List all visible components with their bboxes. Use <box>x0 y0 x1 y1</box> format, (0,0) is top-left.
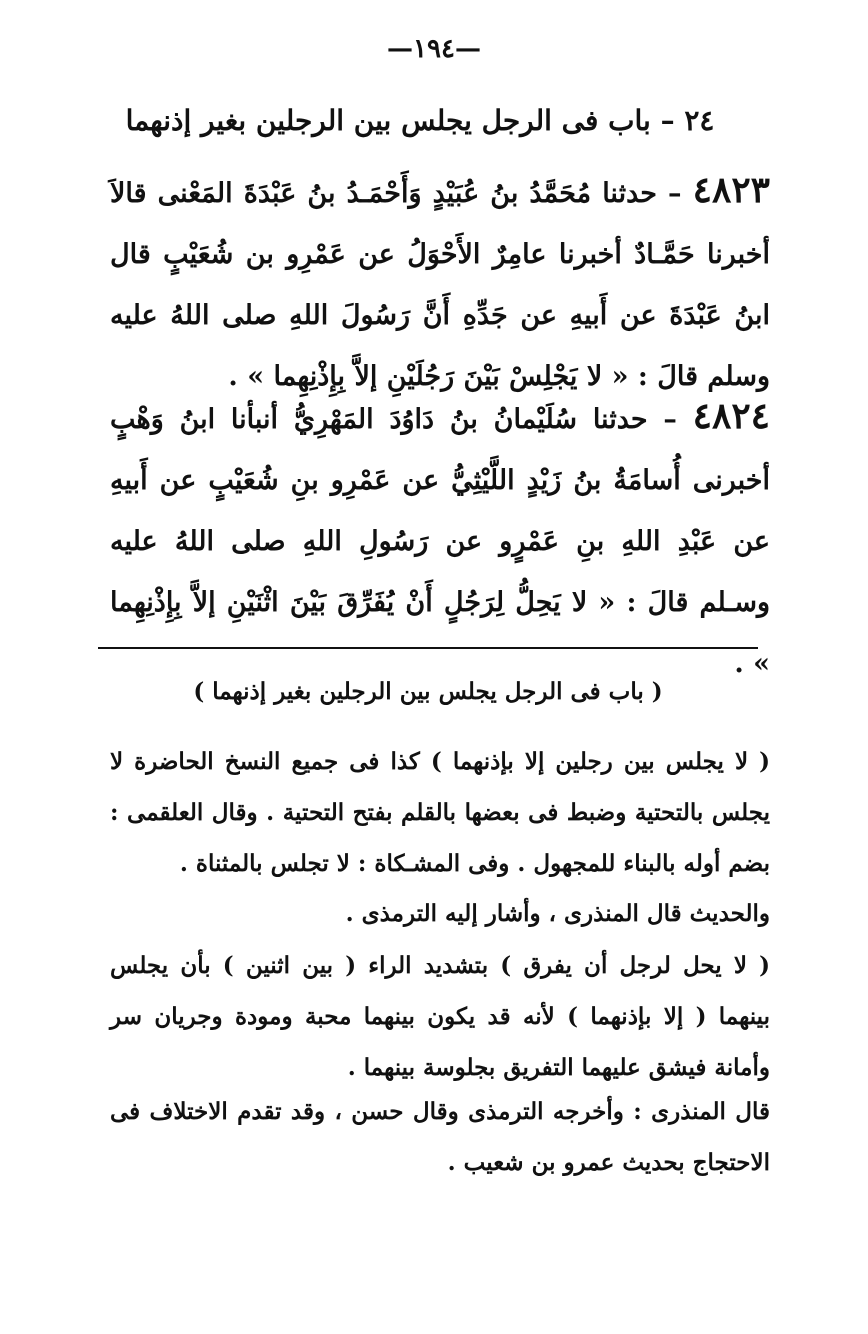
hadith-entry <box>110 160 770 407</box>
section-divider <box>98 647 758 649</box>
commentary-heading: ( باب فى الرجل يجلس بين الرجلين بغير إذنهما ) <box>193 678 663 705</box>
commentary-paragraph: قال المنذرى : وأخرجه الترمذى وقال حسن ، وقد تقدم الاختلاف فى الاحتجاج بحديث عمرو بن شعيب . <box>110 1098 770 1176</box>
hadith-text: – حدثنا مُحَمَّدُ بنُ عُبَيْدٍ وَأَحْمَـدُ بنُ عَبْدَةَ المَعْنى قالاَ أخبرنا حَمَّـادٌ أخبرنا عامِرٌ الأَحْوَلُ عن عَمْرِو بن شُعَيْبٍ قال ابنُ عَبْدَةَ عن أَبيهِ عن جَدِّهِ أَنَّ رَسُولَ اللهِ صلى اللهُ عليه وسلم قالَ : « لا يَجْلِسْ بَيْنَ رَجُلَيْنِ إلاَّ بِإِذْنِهِما » . <box>110 178 770 392</box>
commentary-paragraph: والحديث قال المنذرى ، وأشار إليه الترمذى . <box>345 900 770 927</box>
hadith-text: – حدثنا سُلَيْمانُ بنُ دَاوُدَ المَهْرِيُّ أنبأنا ابنُ وَهْبٍ أخبرنى أُسامَةُ بنُ زَيْدٍ اللَّيْثِيُّ عن عَمْرِو بنِ شُعَيْبٍ عن أَبيهِ عن عَبْدِ اللهِ بنِ عَمْرٍو عن رَسُولِ اللهِ صلى اللهُ عليه وسـلم قالَ : « لا يَحِلُّ لِرَجُلٍ أَنْ يُفَرِّقَ بَيْنَ اثْنَيْنِ إلاَّ بِإِذْنِهِما » . <box>110 404 770 679</box>
hadith-number: ٤٨٢٣ <box>692 169 770 211</box>
hadith-number: ٤٨٢٤ <box>692 395 770 437</box>
commentary-paragraph: ( لا يجلس بين رجلين إلا بإذنهما ) كذا فى جميع النسخ الحاضرة لا يجلس بالتحتية وضبط فى بعضها بالقلم بفتح التحتية . وقال العلقمى : بضم أوله بالبناء للمجهول . وفى المشـكاة : لا تجلس بالمثناة . <box>110 748 770 877</box>
commentary-paragraph: ( لا يحل لرجل أن يفرق ) بتشديد الراء ( بين اثنين ) بأن يجلس بينهما ( إلا بإذنهما ) لأنه قد يكون بينهما محبة ومودة وجريان سر وأمانة فيشق عليهما التفريق بجلوسة بينهما . <box>110 952 770 1081</box>
chapter-heading: ٢٤ – باب فى الرجل يجلس بين الرجلين بغير إذنهما <box>125 104 715 137</box>
page-number: —١٩٤— <box>387 34 481 64</box>
